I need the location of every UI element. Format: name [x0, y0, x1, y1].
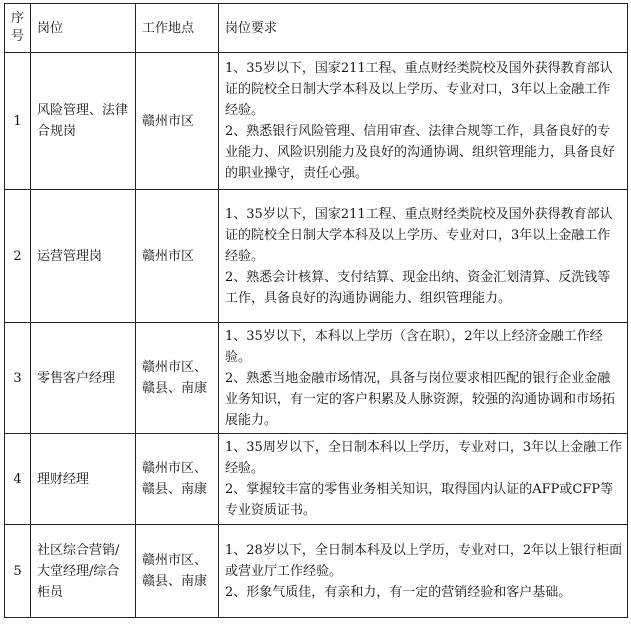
row-number: 2 — [5, 190, 31, 323]
row-number: 1 — [5, 53, 31, 190]
requirements-cell — [219, 323, 628, 434]
header-location: 工作地点 — [136, 4, 219, 53]
header-position: 岗位 — [31, 4, 136, 53]
requirement-item: 2、熟悉当地金融市场情况，具备与岗位要求相匹配的银行企业金融业务知识，有一定的客户积累及人脉资源，较强的沟通协调和市场拓展能力。 — [225, 370, 616, 428]
position-cell: 运营管理岗 — [31, 190, 136, 323]
row-number: 5 — [5, 525, 31, 618]
requirement-item: 2、熟悉会计核算、支付结算、现金出纳、资金汇划清算、反洗钱等工作，具备良好的沟通协调能力、组织管理能力。 — [225, 269, 611, 306]
requirement-item: 1、35岁以下，国家211工程、重点财经类院校及国外获得教育部认证的院校全日制大学本科及以上学历、专业对口，3年以上金融工作经验。 — [225, 61, 613, 118]
position-cell: 社区综合营销/大堂经理/综合柜员 — [31, 525, 136, 618]
location-cell: 赣州市区、赣县、南康 — [136, 525, 219, 618]
requirement-item: 2、掌握较丰富的零售业务相关知识，取得国内认证的AFP或CFP等专业资质证书。 — [225, 482, 614, 518]
location-cell: 赣州市区、赣县、南康 — [136, 323, 219, 434]
table-row — [5, 53, 628, 190]
location-cell: 赣州市区 — [136, 190, 219, 323]
table-row — [5, 525, 628, 618]
location-cell: 赣州市区、赣县、南康 — [136, 434, 219, 525]
table-row — [5, 190, 628, 323]
table-row — [5, 323, 628, 434]
requirements-cell — [219, 525, 628, 618]
requirements-cell — [219, 53, 628, 190]
requirement-item: 2、形象气质佳，有亲和力，有一定的营销经验和客户基础。 — [225, 584, 572, 600]
job-requirements-table — [4, 3, 628, 618]
table-header-row — [5, 4, 628, 53]
row-number: 4 — [5, 434, 31, 525]
position-cell: 零售客户经理 — [31, 323, 136, 434]
table-row — [5, 434, 628, 525]
requirement-item: 1、35周岁以下，全日制本科以上学历，专业对口，3年以上金融工作经验。 — [225, 440, 623, 476]
requirements-cell — [219, 434, 628, 525]
requirement-item: 2、熟悉银行风险管理、信用审查、法律合规等工作，具备良好的专业能力、风险识别能力及良好的沟通协调、组织管理能力，具备良好的职业操守，责任心强。 — [225, 124, 616, 181]
requirements-cell — [219, 190, 628, 323]
location-cell: 赣州市区 — [136, 53, 219, 190]
header-no: 序号 — [5, 4, 31, 53]
requirement-item: 1、28岁以下，全日制本科及以上学历，专业对口，2年以上银行柜面或营业厅工作经验。 — [225, 542, 623, 579]
position-cell: 理财经理 — [31, 434, 136, 525]
header-requirements: 岗位要求 — [219, 4, 628, 53]
requirement-item: 1、35岁以下，国家211工程、重点财经类院校及国外获得教育部认证的院校全日制大学本科及以上学历、专业对口，3年以上金融工作经验。 — [225, 206, 613, 264]
position-cell: 风险管理、法律合规岗 — [31, 53, 136, 190]
row-number: 3 — [5, 323, 31, 434]
requirement-item: 1、35岁以下，本科以上学历（含在职），2年以上经济金融工作经验。 — [225, 328, 603, 365]
